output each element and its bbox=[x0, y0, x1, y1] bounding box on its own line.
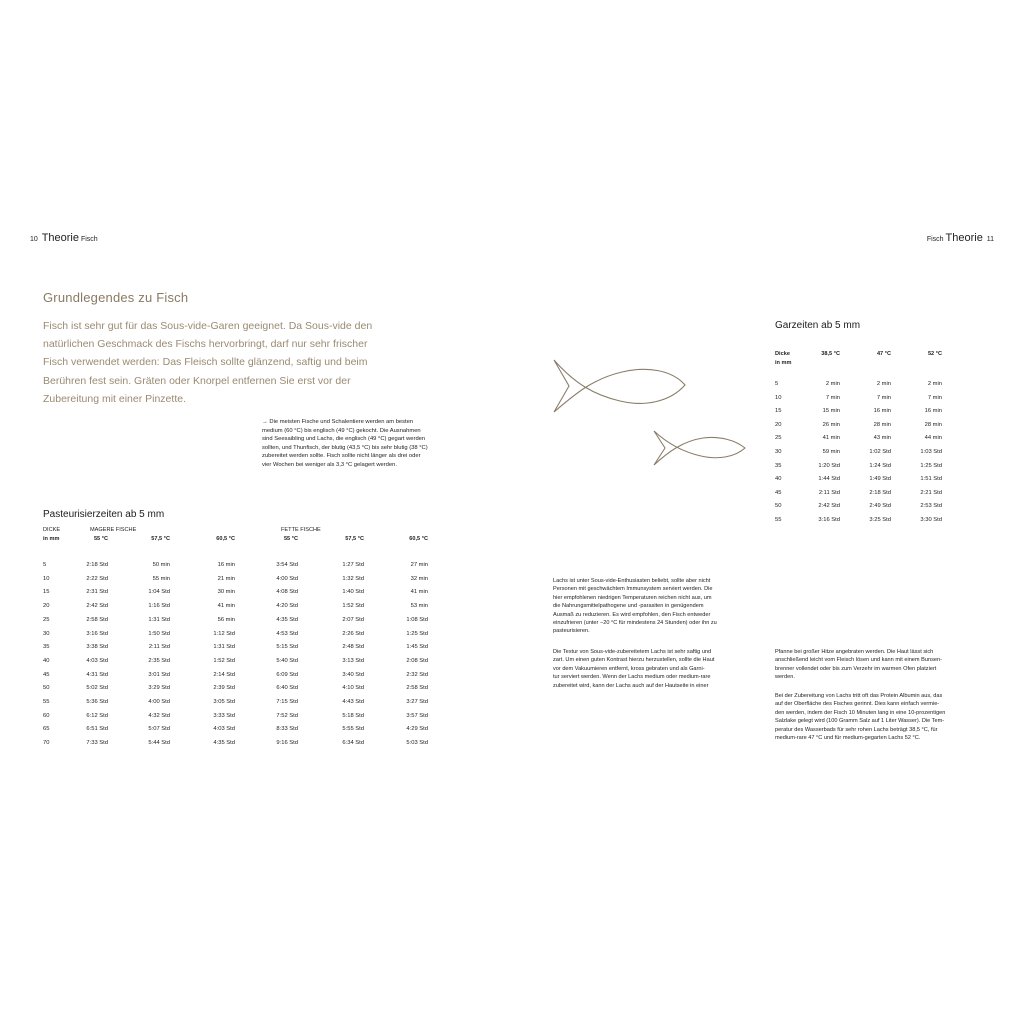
paragraph-pfanne bbox=[775, 648, 987, 682]
pasteur-col-thickness: DICKE bbox=[43, 527, 61, 533]
cell-thickness: 40 bbox=[43, 657, 50, 664]
table-row bbox=[0, 422, 960, 436]
cell-time: 5:40 Std bbox=[276, 657, 298, 664]
table-row bbox=[0, 589, 440, 603]
running-head-right bbox=[927, 232, 994, 244]
pasteur-temp-header: 55 °C bbox=[93, 536, 108, 542]
table-row bbox=[0, 713, 440, 727]
cell-time: 1:32 Std bbox=[342, 575, 364, 582]
note-line: medium (60 °C) bis englisch (49 °C) gekocht. Die Ausnahmen bbox=[262, 427, 421, 434]
cell-time: 2:35 Std bbox=[148, 657, 170, 664]
cook-temp-header: 38,5 °C bbox=[821, 351, 840, 357]
lachs-2-line: zubereitet wird, kann der Lachs auch auf der Hautseite in einer bbox=[553, 682, 709, 689]
intro-line: Fisch ist sehr gut für das Sous-vide-Garen geeignet. Da Sous-vide den bbox=[43, 320, 373, 332]
pasteur-temp-header: 55 °C bbox=[283, 536, 298, 542]
cell-thickness: 50 bbox=[43, 685, 50, 692]
cell-thickness: 10 bbox=[43, 575, 50, 582]
cell-time: 15 min bbox=[822, 408, 840, 415]
cell-time: 1:49 Std bbox=[869, 476, 891, 483]
cell-thickness: 45 bbox=[775, 489, 782, 496]
intro-line: natürlichen Geschmack des Fischs hervorbringt, darf nur sehr frischer bbox=[43, 338, 368, 351]
pasteur-temp-header: 60,5 °C bbox=[409, 536, 428, 542]
lachs-2-line: Die Textur von Sous-vide-zubereitetem Lachs ist sehr saftig und bbox=[553, 649, 712, 655]
cell-thickness: 5 bbox=[775, 381, 779, 387]
group-lean-fish: MAGERE FISCHE bbox=[90, 527, 137, 533]
cell-time: 3:57 Std bbox=[406, 712, 428, 719]
intro-line: Zubereitung mit einer Pinzette. bbox=[43, 392, 186, 405]
lachs-1-line: Lachs ist unter Sous-vide-Enthusiasten beliebt, sollte aber nicht bbox=[553, 578, 711, 584]
cell-time: 5:44 Std bbox=[148, 740, 170, 747]
cell-time: 6:09 Std bbox=[276, 671, 298, 678]
cell-time: 1:25 Std bbox=[406, 630, 428, 637]
cell-thickness: 35 bbox=[775, 462, 782, 469]
section-heading: Grundlegendes zu Fisch bbox=[43, 290, 189, 305]
cell-time: 5:02 Std bbox=[86, 685, 108, 692]
table-row bbox=[0, 503, 960, 517]
pasteur-temp-header: 57,5 °C bbox=[345, 536, 364, 542]
cell-time: 2:31 Std bbox=[86, 589, 108, 596]
cell-time: 27 min bbox=[410, 562, 428, 568]
cell-thickness: 10 bbox=[775, 394, 782, 401]
cell-time: 2:42 Std bbox=[86, 603, 108, 610]
cell-time: 3:29 Std bbox=[148, 685, 170, 692]
cell-time: 1:16 Std bbox=[148, 603, 170, 610]
cell-thickness: 50 bbox=[775, 503, 782, 510]
albumin-line: auf der Oberfläche des Fisches gerinnt. Dies kann einfach vermie- bbox=[775, 701, 940, 708]
cell-time: 9:16 Std bbox=[276, 740, 298, 747]
cell-time: 56 min bbox=[217, 616, 235, 623]
cell-time: 7:52 Std bbox=[276, 712, 298, 719]
albumin-line: peratur des Wasserbads für sehr rohen Lachs beträgt 38,5 °C, für bbox=[775, 726, 938, 733]
lachs-1-line: pasteurisieren. bbox=[553, 628, 590, 635]
cell-time: 41 min bbox=[410, 589, 428, 596]
cell-time: 53 min bbox=[410, 603, 428, 610]
cell-time: 4:20 Std bbox=[276, 603, 298, 610]
cell-time: 43 min bbox=[873, 435, 891, 442]
cell-time: 7 min bbox=[927, 394, 942, 401]
cell-thickness: 40 bbox=[775, 476, 782, 483]
albumin-line: Bei der Zubereitung von Lachs tritt oft das Protein Albumin aus, das bbox=[775, 693, 943, 699]
cell-thickness: 20 bbox=[775, 421, 782, 428]
cell-time: 3:27 Std bbox=[406, 699, 428, 705]
cook-temp-header: 52 °C bbox=[927, 351, 942, 357]
table-row bbox=[0, 576, 440, 590]
cell-time: 41 min bbox=[217, 603, 235, 610]
cell-time: 32 min bbox=[410, 575, 428, 582]
running-head-title-left: Theorie bbox=[41, 232, 79, 244]
pasteur-temp-header: 57,5 °C bbox=[151, 536, 170, 542]
cell-time: 2:49 Std bbox=[869, 503, 891, 510]
running-head-sub-left: Fisch bbox=[80, 236, 98, 243]
table-row bbox=[0, 463, 960, 477]
table-row bbox=[0, 408, 960, 422]
cell-time: 16 min bbox=[924, 408, 942, 415]
lachs-1-line: die Nahrungsmittelpathogene und -parasiten in genügendem bbox=[553, 603, 704, 610]
cell-time: 30 min bbox=[217, 589, 235, 596]
cell-thickness: 30 bbox=[775, 449, 782, 455]
cell-thickness: 45 bbox=[43, 671, 50, 678]
cell-time: 1:12 Std bbox=[213, 630, 235, 637]
cell-time: 2:18 Std bbox=[86, 562, 108, 568]
cell-time: 5:55 Std bbox=[342, 726, 364, 733]
cell-time: 7:15 Std bbox=[276, 699, 298, 705]
cell-time: 4:10 Std bbox=[342, 685, 364, 692]
cell-time: 1:31 Std bbox=[148, 616, 170, 623]
cell-thickness: 20 bbox=[43, 603, 50, 610]
table-row bbox=[0, 726, 440, 740]
running-head-left bbox=[30, 232, 98, 244]
lachs-2-line: zart. Um einen guten Kontrast hierzu herzustellen, sollte die Haut bbox=[553, 657, 715, 664]
cell-time: 28 min bbox=[924, 421, 942, 428]
group-fatty-fish: FETTE FISCHE bbox=[281, 527, 321, 533]
cell-time: 5:18 Std bbox=[342, 712, 364, 719]
cell-time: 5:36 Std bbox=[86, 699, 108, 705]
cell-time: 4:32 Std bbox=[148, 712, 170, 719]
cell-time: 6:40 Std bbox=[276, 685, 298, 692]
cell-time: 1:51 Std bbox=[920, 476, 942, 483]
lachs-1-line: hier empfohlenen niedrigen Temperaturen reichen nicht aus, um bbox=[553, 594, 712, 601]
running-head-title-right: Theorie bbox=[945, 232, 983, 244]
cell-thickness: 30 bbox=[43, 630, 50, 637]
cell-time: 44 min bbox=[924, 435, 942, 442]
cell-time: 41 min bbox=[822, 435, 840, 442]
cell-time: 2 min bbox=[927, 381, 942, 387]
page-number-right: 11 bbox=[986, 236, 994, 243]
cell-thickness: 55 bbox=[775, 517, 782, 523]
cell-time: 3:16 Std bbox=[818, 517, 840, 523]
note-line: sollten, und Thunfisch, der blutig (43,5 °C) bis sehr blutig (38 °C) bbox=[262, 444, 428, 451]
cell-time: 1:27 Std bbox=[342, 562, 364, 568]
cell-time: 3:05 Std bbox=[213, 699, 235, 705]
cell-time: 7 min bbox=[876, 394, 891, 401]
cell-time: 4:00 Std bbox=[148, 699, 170, 705]
cell-time: 1:24 Std bbox=[869, 462, 891, 469]
cell-time: 28 min bbox=[873, 421, 891, 428]
table-row bbox=[0, 562, 440, 576]
page-number-left: 10 bbox=[30, 236, 38, 243]
cell-time: 1:31 Std bbox=[213, 644, 235, 651]
cell-time: 4:35 Std bbox=[276, 616, 298, 623]
cell-time: 2:42 Std bbox=[818, 503, 840, 510]
paragraph-albumin bbox=[775, 692, 987, 742]
cell-time: 21 min bbox=[217, 575, 235, 582]
cell-time: 7 min bbox=[825, 394, 840, 401]
table-row bbox=[0, 381, 960, 395]
cell-time: 4:31 Std bbox=[86, 671, 108, 678]
cell-time: 2:53 Std bbox=[920, 503, 942, 510]
cell-time: 1:02 Std bbox=[869, 449, 891, 455]
cell-time: 2 min bbox=[825, 381, 840, 387]
cell-time: 59 min bbox=[822, 449, 840, 455]
pfanne-line: brenner vollendet oder bis zum Verzehr im warmen Ofen platziert bbox=[775, 665, 937, 672]
cell-time: 4:08 Std bbox=[276, 589, 298, 596]
cell-time: 16 min bbox=[873, 408, 891, 415]
pasteur-temp-header: 60,5 °C bbox=[216, 536, 235, 542]
cell-thickness: 55 bbox=[43, 699, 50, 705]
note-line: zubereitet werden sollte. Fisch sollte nicht länger als drei oder bbox=[262, 453, 421, 460]
cell-thickness: 5 bbox=[43, 562, 47, 568]
cell-time: 1:40 Std bbox=[342, 589, 364, 596]
table-row bbox=[0, 395, 960, 409]
cell-time: 2:58 Std bbox=[406, 685, 428, 692]
cell-time: 2:32 Std bbox=[406, 671, 428, 678]
cell-time: 3:38 Std bbox=[86, 644, 108, 651]
lachs-2-line: tur serviert werden. Wenn der Lachs medium oder medium-rare bbox=[553, 674, 711, 681]
running-head-sub-right: Fisch bbox=[926, 236, 944, 243]
cell-time: 2:48 Std bbox=[342, 644, 364, 651]
cell-time: 5:03 Std bbox=[406, 740, 428, 747]
cell-time: 1:52 Std bbox=[213, 657, 235, 664]
paragraph-lachs-1 bbox=[553, 577, 763, 636]
cell-time: 8:33 Std bbox=[276, 726, 298, 733]
cell-thickness: 15 bbox=[43, 589, 50, 596]
table-row bbox=[0, 617, 440, 631]
pfanne-line: werden. bbox=[775, 674, 795, 681]
cell-time: 2:08 Std bbox=[406, 657, 428, 664]
cell-time: 2:21 Std bbox=[920, 489, 942, 496]
table-row bbox=[0, 658, 440, 672]
cell-time: 4:35 Std bbox=[213, 740, 235, 747]
cell-time: 16 min bbox=[217, 562, 235, 568]
cell-time: 2:22 Std bbox=[86, 575, 108, 582]
cell-time: 2:18 Std bbox=[869, 489, 891, 496]
cell-time: 1:25 Std bbox=[920, 462, 942, 469]
table-row bbox=[0, 476, 960, 490]
cell-time: 3:01 Std bbox=[148, 671, 170, 678]
cell-time: 5:15 Std bbox=[276, 644, 298, 651]
cell-time: 6:12 Std bbox=[86, 712, 108, 719]
cell-time: 1:50 Std bbox=[148, 630, 170, 637]
cell-time: 3:30 Std bbox=[920, 517, 942, 523]
table-row bbox=[0, 740, 440, 754]
albumin-line: Salzlake gelegt wird (100 Gramm Salz auf 1 Liter Wasser). Die Tem- bbox=[775, 718, 945, 725]
lachs-1-line: einzufrieren (unter −20 °C für mindestens 24 Stunden) oder ihn zu bbox=[553, 620, 717, 627]
cell-time: 2:58 Std bbox=[86, 616, 108, 623]
cell-time: 4:43 Std bbox=[342, 699, 364, 705]
cell-time: 2:26 Std bbox=[342, 630, 364, 637]
table-row bbox=[0, 672, 440, 686]
cell-thickness: 70 bbox=[43, 740, 50, 747]
pfanne-line: anschließend leicht vom Fleisch lösen und kann mit einem Bunsen- bbox=[775, 657, 942, 664]
cell-time: 1:03 Std bbox=[920, 449, 942, 455]
cell-time: 3:33 Std bbox=[213, 712, 235, 719]
lachs-2-line: vor dem Vakuumieren entfernt, kross gebraten und als Garni- bbox=[553, 665, 705, 672]
cell-time: 3:13 Std bbox=[342, 657, 364, 664]
cell-time: 2:11 Std bbox=[818, 489, 840, 496]
table-row bbox=[0, 699, 440, 713]
cell-thickness: 25 bbox=[775, 435, 782, 442]
cell-time: 1:45 Std bbox=[406, 644, 428, 651]
cell-time: 6:34 Std bbox=[342, 740, 364, 747]
lachs-1-line: Personen mit geschwächtem Immunsystem serviert werden. Die bbox=[553, 586, 713, 593]
cell-thickness: 15 bbox=[775, 408, 782, 415]
pfanne-line: Pfanne bei großer Hitze angebraten werden. Die Haut lässt sich bbox=[775, 649, 934, 655]
table-row bbox=[0, 517, 960, 531]
cell-time: 4:53 Std bbox=[276, 630, 298, 637]
cell-time: 4:03 Std bbox=[86, 657, 108, 664]
note-line: sind Seesaibling und Lachs, die englisch (49 °C) gegart werden bbox=[262, 436, 426, 443]
intro-line: Berühren fest sein. Gräten oder Knorpel entfernen Sie erst vor der bbox=[43, 374, 351, 387]
table-row bbox=[0, 644, 440, 658]
cook-col-thickness: Dicke bbox=[775, 351, 790, 357]
note-line: → Die meisten Fische und Schalentiere werden am besten bbox=[262, 419, 414, 425]
pasteur-table-title: Pasteurisierzeiten ab 5 mm bbox=[43, 509, 165, 520]
cook-col-thickness-unit: in mm bbox=[775, 360, 792, 366]
cell-time: 1:20 Std bbox=[818, 462, 840, 469]
intro-line: Fisch verwendet werden: Das Fleisch sollte glänzend, saftig und beim bbox=[43, 356, 368, 369]
albumin-line: medium-rare 47 °C und für medium-gegarten Lachs 52 °C. bbox=[775, 735, 921, 742]
cell-time: 3:25 Std bbox=[869, 517, 891, 523]
cell-thickness: 25 bbox=[43, 616, 50, 623]
cell-time: 2:39 Std bbox=[213, 685, 235, 692]
cell-time: 1:52 Std bbox=[342, 603, 364, 610]
cell-time: 2:07 Std bbox=[342, 616, 364, 623]
cell-time: 2 min bbox=[876, 381, 891, 387]
cell-time: 5:07 Std bbox=[148, 726, 170, 733]
cell-time: 26 min bbox=[822, 421, 840, 428]
pasteur-col-thickness-unit: in mm bbox=[43, 536, 60, 542]
note-line: vier Wochen bei weniger als 3,3 °C gelagert werden. bbox=[262, 461, 397, 468]
cell-time: 4:29 Std bbox=[406, 726, 428, 733]
cell-time: 2:14 Std bbox=[213, 671, 235, 678]
albumin-line: den werden, indem der Fisch 10 Minuten lang in eine 10-prozentigen bbox=[775, 709, 946, 716]
lachs-1-line: Ausmaß zu reduzieren. Es wird empfohlen, den Fisch entweder bbox=[553, 611, 711, 618]
cook-temp-header: 47 °C bbox=[876, 351, 891, 357]
cell-thickness: 60 bbox=[43, 712, 50, 719]
cell-time: 6:51 Std bbox=[86, 726, 108, 733]
cell-time: 3:16 Std bbox=[86, 630, 108, 637]
cell-time: 2:11 Std bbox=[148, 644, 170, 651]
cell-time: 1:44 Std bbox=[818, 476, 840, 483]
table-row bbox=[0, 449, 960, 463]
cook-table-title: Garzeiten ab 5 mm bbox=[775, 320, 861, 331]
cell-thickness: 65 bbox=[43, 726, 50, 733]
cell-time: 55 min bbox=[152, 575, 170, 582]
cell-time: 4:03 Std bbox=[213, 726, 235, 733]
cell-time: 1:04 Std bbox=[148, 589, 170, 596]
cell-time: 3:54 Std bbox=[276, 562, 298, 568]
table-row bbox=[0, 435, 960, 449]
table-row bbox=[0, 685, 440, 699]
cell-time: 1:08 Std bbox=[406, 616, 428, 623]
cell-time: 4:00 Std bbox=[276, 575, 298, 582]
table-row bbox=[0, 603, 440, 617]
table-row bbox=[0, 631, 440, 645]
cell-thickness: 35 bbox=[43, 644, 50, 651]
cell-time: 50 min bbox=[152, 562, 170, 568]
table-row bbox=[0, 490, 960, 504]
cell-time: 7:33 Std bbox=[86, 740, 108, 747]
cell-time: 3:40 Std bbox=[342, 671, 364, 678]
paragraph-lachs-2 bbox=[553, 648, 763, 690]
